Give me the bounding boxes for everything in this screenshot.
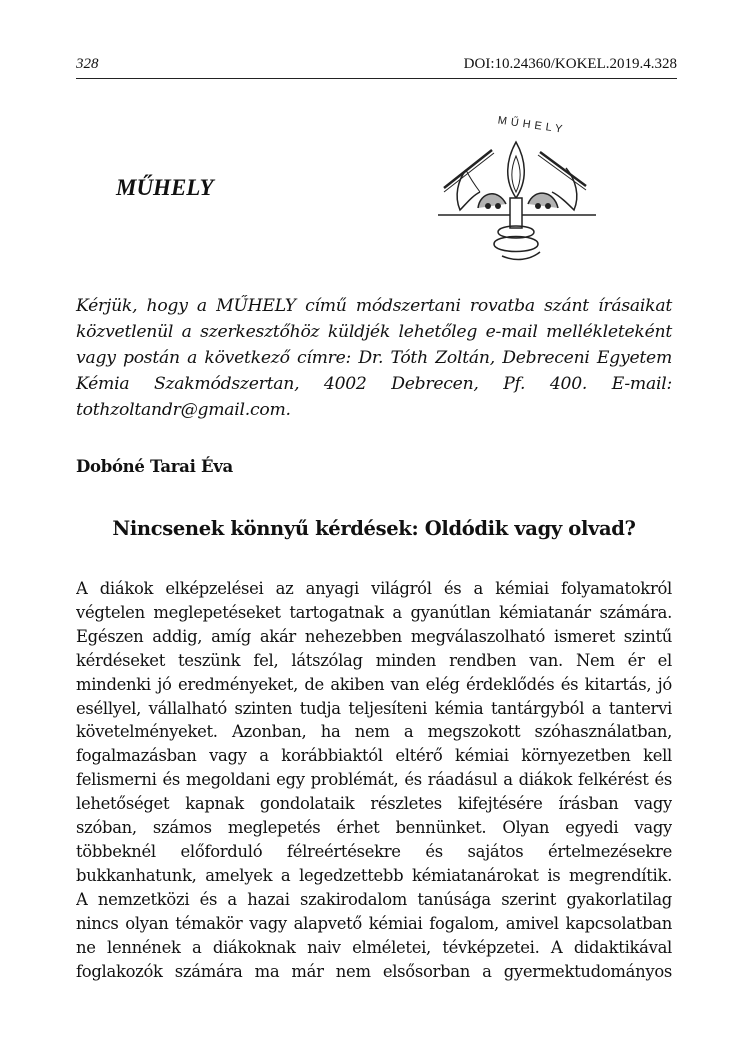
body-line: eséllyel, vállalható szinten tudja teljesíteni kémia tantárgyból a tantervi bbox=[76, 698, 672, 718]
body-line: követelményeket. Azonban, ha nem a megszokott szóhasználatban, bbox=[76, 722, 672, 742]
body-line: A nemzetközi és a hazai szakirodalom tanúsága szerint gyakorlatilag bbox=[76, 889, 672, 909]
submission-notice bbox=[76, 293, 672, 423]
body-line: mindenki jó eredményeket, de akiben van elég érdeklődés és kitartás, jó bbox=[76, 674, 672, 694]
body-line: foglakozók számára ma már nem elsősorban a gyermektudományos bbox=[76, 961, 672, 981]
body-line: lehetőséget kapnak gondolataik részletes kifejtésére írásban vagy bbox=[76, 794, 672, 814]
body-line: bukkanhatunk, amelyek a legedzettebb kémiatanárokat is megrendítik. bbox=[76, 865, 672, 885]
article-author: Dobóné Tarai Éva bbox=[76, 457, 233, 476]
body-line: nincs olyan témakör vagy alapvető kémiai fogalom, amivel kapcsolatban bbox=[76, 913, 672, 933]
article-body bbox=[76, 577, 672, 983]
muhely-logo bbox=[436, 100, 598, 268]
muhely-logo-drawing bbox=[436, 100, 598, 268]
notice-line: vagy postán a következő címre: Dr. Tóth Zoltán, Debreceni Egyetem bbox=[76, 348, 672, 368]
section-title: MŰHELY bbox=[116, 175, 214, 200]
notice-line: Kérjük, hogy a MŰHELY című módszertani rovatba szánt írásaikat bbox=[76, 296, 672, 316]
body-line: szóban, számos meglepetés érhet bennünket. Olyan egyedi vagy bbox=[76, 818, 672, 838]
doi-label: DOI:10.24360/KOKEL.2019.4.328 bbox=[463, 56, 677, 72]
body-line: többeknél előforduló félreértésekre és sajátos értelmezésekre bbox=[76, 841, 672, 861]
logo-lettering: MŰHELY bbox=[496, 114, 567, 137]
body-line: felismerni és megoldani egy problémát, és ráadásul a diákok felkérést és bbox=[76, 770, 672, 790]
body-line: Egészen addig, amíg akár nehezebben megválaszolható ismeret szintű bbox=[76, 626, 672, 646]
page-header bbox=[76, 56, 677, 79]
notice-line: Kémia Szakmódszertan, 4002 Debrecen, Pf. 400. E-mail: bbox=[76, 374, 672, 394]
page-number: 328 bbox=[76, 56, 99, 72]
body-line: fogalmazásban vagy a korábbiaktól eltérő kémiai környezetben kell bbox=[76, 746, 672, 766]
body-line: A diákok elképzelései az anyagi világról és a kémiai folyamatokról bbox=[76, 579, 672, 598]
body-line: kérdéseket teszünk fel, látszólag minden rendben van. Nem ér el bbox=[76, 650, 672, 670]
notice-line: közvetlenül a szerkesztőhöz küldjék lehetőleg e-mail mellékleteként bbox=[76, 322, 672, 342]
body-line: ne lennének a diákoknak naiv elméletei, tévképzetei. A didaktikával bbox=[76, 937, 672, 957]
article-title: Nincsenek könnyű kérdések: Oldódik vagy olvad? bbox=[112, 517, 636, 540]
body-line: végtelen meglepetéseket tartogatnak a gyanútlan kémiatanár számára. bbox=[76, 602, 672, 622]
notice-line: tothzoltandr@gmail.com. bbox=[76, 400, 291, 420]
